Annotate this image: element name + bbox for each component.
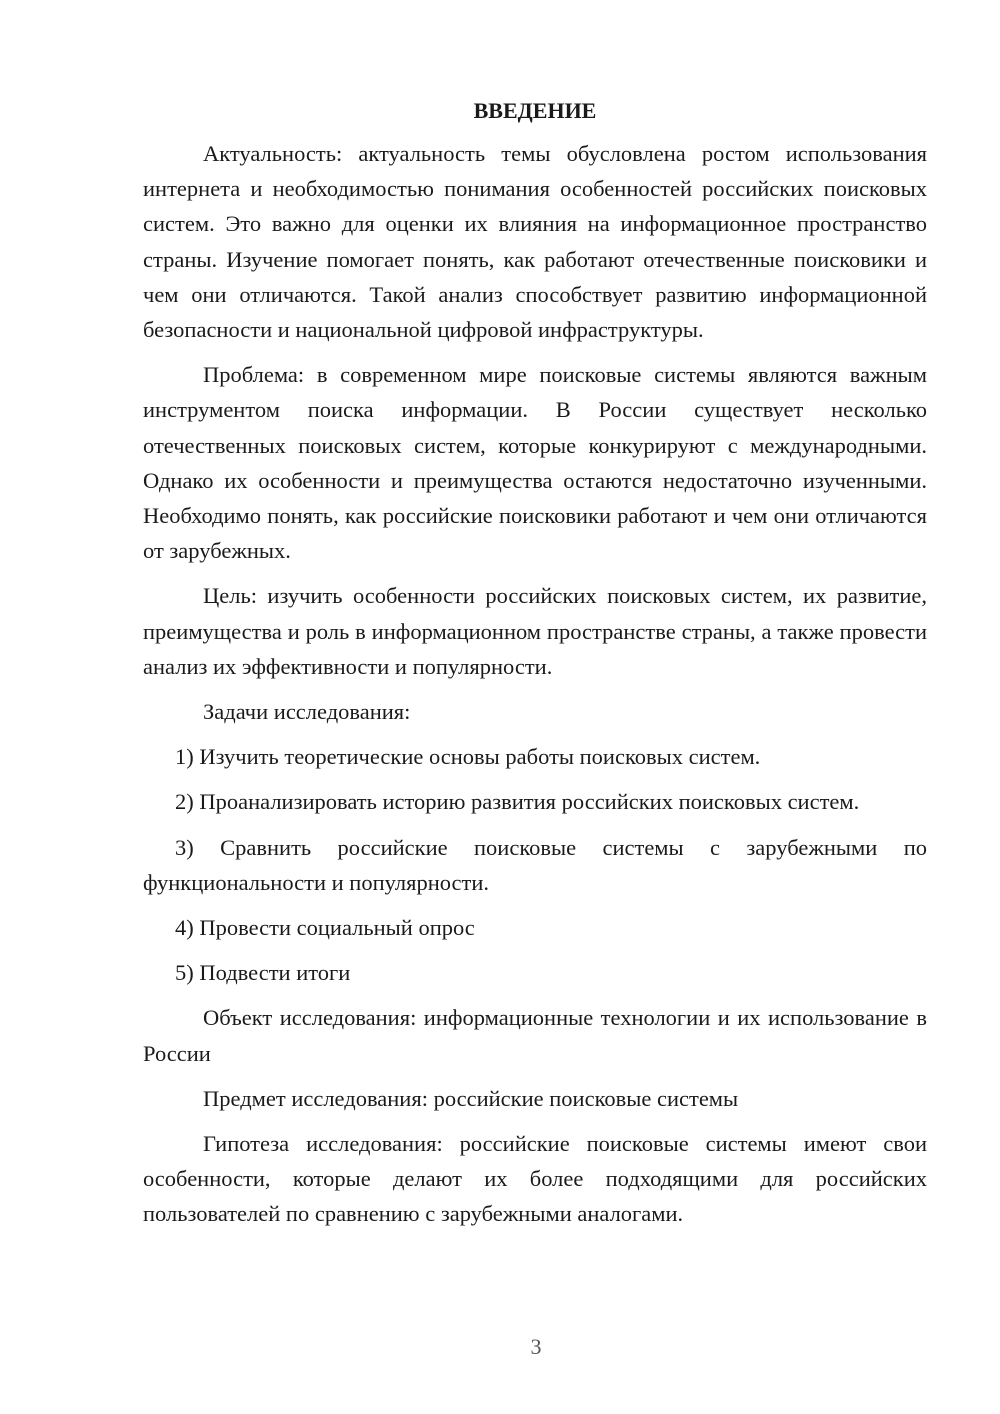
task-item-2: 2) Проанализировать историю развития российских поисковых систем. [175,789,860,815]
goal-paragraph: Цель: изучить особенности российских поисковых систем, их развитие, преимущества и роль в информационном пространстве страны, а также провести анализ их эффективности и популярности. [143,583,927,679]
document-page [143,96,927,1242]
page-number: 3 [530,1334,542,1359]
task-item-1: 1) Изучить теоретические основы работы поисковых систем. [175,744,761,770]
subject-paragraph: Предмет исследования: российские поисковые системы [203,1085,739,1111]
task-item-3: 3) Сравнить российские поисковые системы с зарубежными по функциональности и популярности. [143,834,927,895]
relevance-paragraph: Актуальность: актуальность темы обусловлена ростом использования интернета и необходимостью понимания особенностей российских поисковых систем. Это важно для оценки их влияния на информационное пространство страны. Изучение помогает понять, как работают отечественные поисковики и чем они отличаются. Такой анализ способствует развитию информационной безопасности и национальной цифровой инфраструктуры. [143,141,927,343]
object-paragraph: Объект исследования: информационные технологии и их использование в России [143,1005,927,1066]
task-item-5: 5) Подвести итоги [175,960,351,986]
page-title: ВВЕДЕНИЕ [473,98,597,123]
task-item-4: 4) Провести социальный опрос [175,915,475,941]
tasks-heading: Задачи исследования: [203,699,411,725]
problem-paragraph: Проблема: в современном мире поисковые системы являются важным инструментом поиска информации. В России существует несколько отечественных поисковых систем, которые конкурируют с международными. Однако их особенности и преимущества остаются недостаточно изученными. Необходимо понять, как российские поисковики работают и чем они отличаются от зарубежных. [143,362,927,564]
hypothesis-paragraph: Гипотеза исследования: российские поисковые системы имеют свои особенности, которые делают их более подходящими для российских пользователей по сравнению с зарубежными аналогами. [143,1131,927,1227]
